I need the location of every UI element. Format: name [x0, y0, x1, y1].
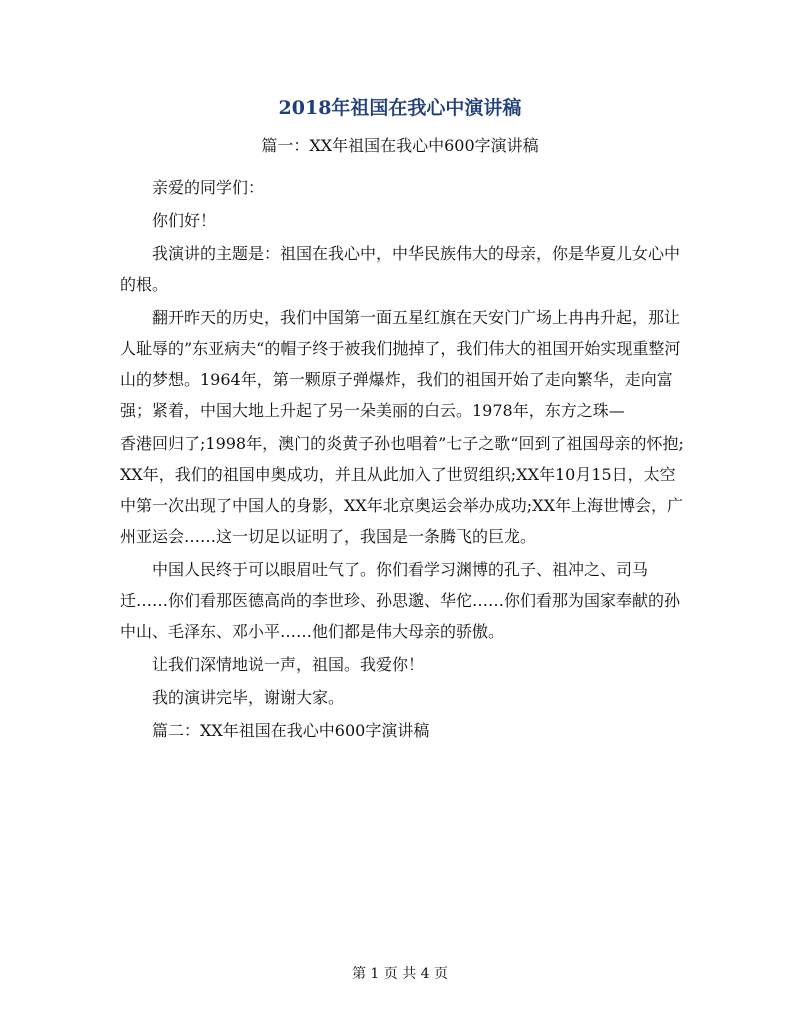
document-title: 2018年祖国在我心中演讲稿 — [278, 97, 522, 119]
paragraph-theme: 我演讲的主题是：祖国在我心中，中华民族伟大的母亲，你是华夏儿女心中的根。 — [120, 244, 681, 294]
paragraph-love: 让我们深情地说一声，祖国。我爱你！ — [152, 655, 425, 674]
paragraph-greeting: 亲爱的同学们： — [152, 178, 265, 197]
paragraph-history: 翻开昨天的历史，我们中国第一面五星红旗在天安门广场上冉冉升起，那让人耻辱的”东亚病夫“的帽子终于被我们抛掉了，我们伟大的祖国开始实现重整河山的梦想。1964年，第一颗原子弹爆炸，我们的祖国开始了走向繁华，走向富强；紧着，中国大地上升起了另一朵美丽的白云。1978年，东方之珠— — [120, 308, 681, 420]
paragraph-hello: 你们好！ — [152, 211, 217, 230]
paragraph-history-continued: 香港回归了;1998年，澳门的炎黄子孙也唱着”七子之歌“回到了祖国母亲的怀抱;XX年，我们的祖国申奥成功，并且从此加入了世贸组织;XX年10月15日，太空中第一次出现了中国人的身影，XX年北京奥运会举办成功;XX年上海世博会，广州亚运会……这一切足以证明了，我国是一条腾飞的巨龙。 — [120, 434, 684, 546]
paragraph-pride: 中国人民终于可以眼眉吐气了。你们看学习渊博的孔子、祖冲之、司马迁……你们看那医德高尚的李世珍、孙思邈、华佗……你们看那为国家奉献的孙中山、毛泽东、邓小平……他们都是伟大母亲的骄傲。 — [120, 560, 681, 641]
section-heading-1: 篇一：XX年祖国在我心中600字演讲稿 — [261, 136, 539, 155]
document-body — [120, 172, 684, 748]
page-number: 第 1 页 共 4 页 — [351, 966, 449, 982]
paragraph-closing: 我的演讲完毕，谢谢大家。 — [152, 688, 345, 707]
section-heading-2: 篇二：XX年祖国在我心中600字演讲稿 — [152, 721, 430, 740]
